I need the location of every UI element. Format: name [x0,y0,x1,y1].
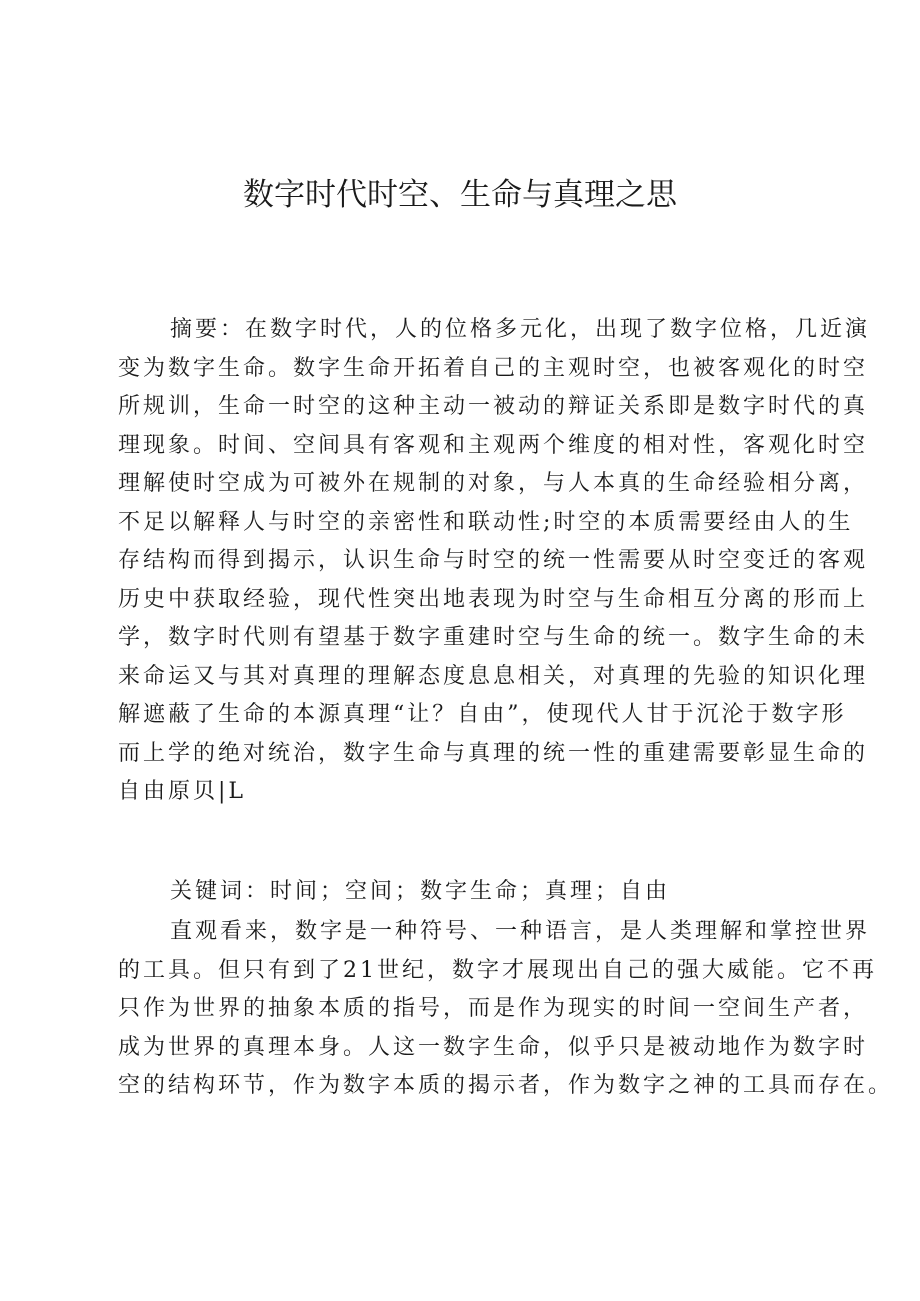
abstract-line: 自由原贝|L [118,779,247,804]
abstract-paragraph [118,311,871,812]
keywords-line: 关键词：时间；空间；数字生命；真理；自由 [170,879,671,904]
keywords-paragraph [118,873,826,912]
abstract-line: 解遮蔽了生命的本源真理“让？自由”，使现代人甘于沉沦于数字形 [118,702,847,727]
abstract-line: 变为数字生命。数字生命开拓着自己的主观时空，也被客观化的时空 [118,355,869,381]
body-paragraph [118,913,894,1106]
body-line: 直观看来，数字是一种符号、一种语言，是人类理解和掌控世界 [170,919,871,944]
abstract-line: 而上学的绝对统治，数字生命与真理的统一性的重建需要彰显生命的 [118,740,869,766]
body-line: 的工具。但只有到了21世纪，数字才展现出自己的强大威能。它不再 [118,957,877,983]
abstract-line: 摘要：在数字时代，人的位格多元化，出现了数字位格，几近演 [170,317,871,342]
abstract-line: 理解使时空成为可被外在规制的对象，与人本真的生命经验相分离， [118,471,869,496]
abstract-line: 历史中获取经验，现代性突出地表现为时空与生命相互分离的形而上 [118,586,869,612]
body-line: 空的结构环节，作为数字本质的揭示者，作为数字之神的工具而存在。 [118,1073,894,1098]
abstract-line: 学，数字时代则有望基于数字重建时空与生命的统一。数字生命的未 [118,625,869,650]
abstract-line: 来命运又与其对真理的理解态度息息相关，对真理的先验的知识化理 [118,663,869,689]
document-title: 数字时代时空、生命与真理之思 [243,177,677,213]
abstract-line: 存结构而得到揭示，认识生命与时空的统一性需要从时空变迁的客观 [118,548,869,573]
abstract-line: 不足以解释人与时空的亲密性和联动性;时空的本质需要经由人的生 [118,509,854,535]
body-line: 成为世界的真理本身。人这一数字生命，似乎只是被动地作为数字时 [118,1034,869,1060]
body-line: 只作为世界的抽象本质的指号，而是作为现实的时间一空间生产者， [118,996,869,1021]
abstract-line: 所规训，生命一时空的这种主动一被动的辩证关系即是数字时代的真 [118,394,869,419]
abstract-line: 理现象。时间、空间具有客观和主观两个维度的相对性，客观化时空 [118,432,869,458]
